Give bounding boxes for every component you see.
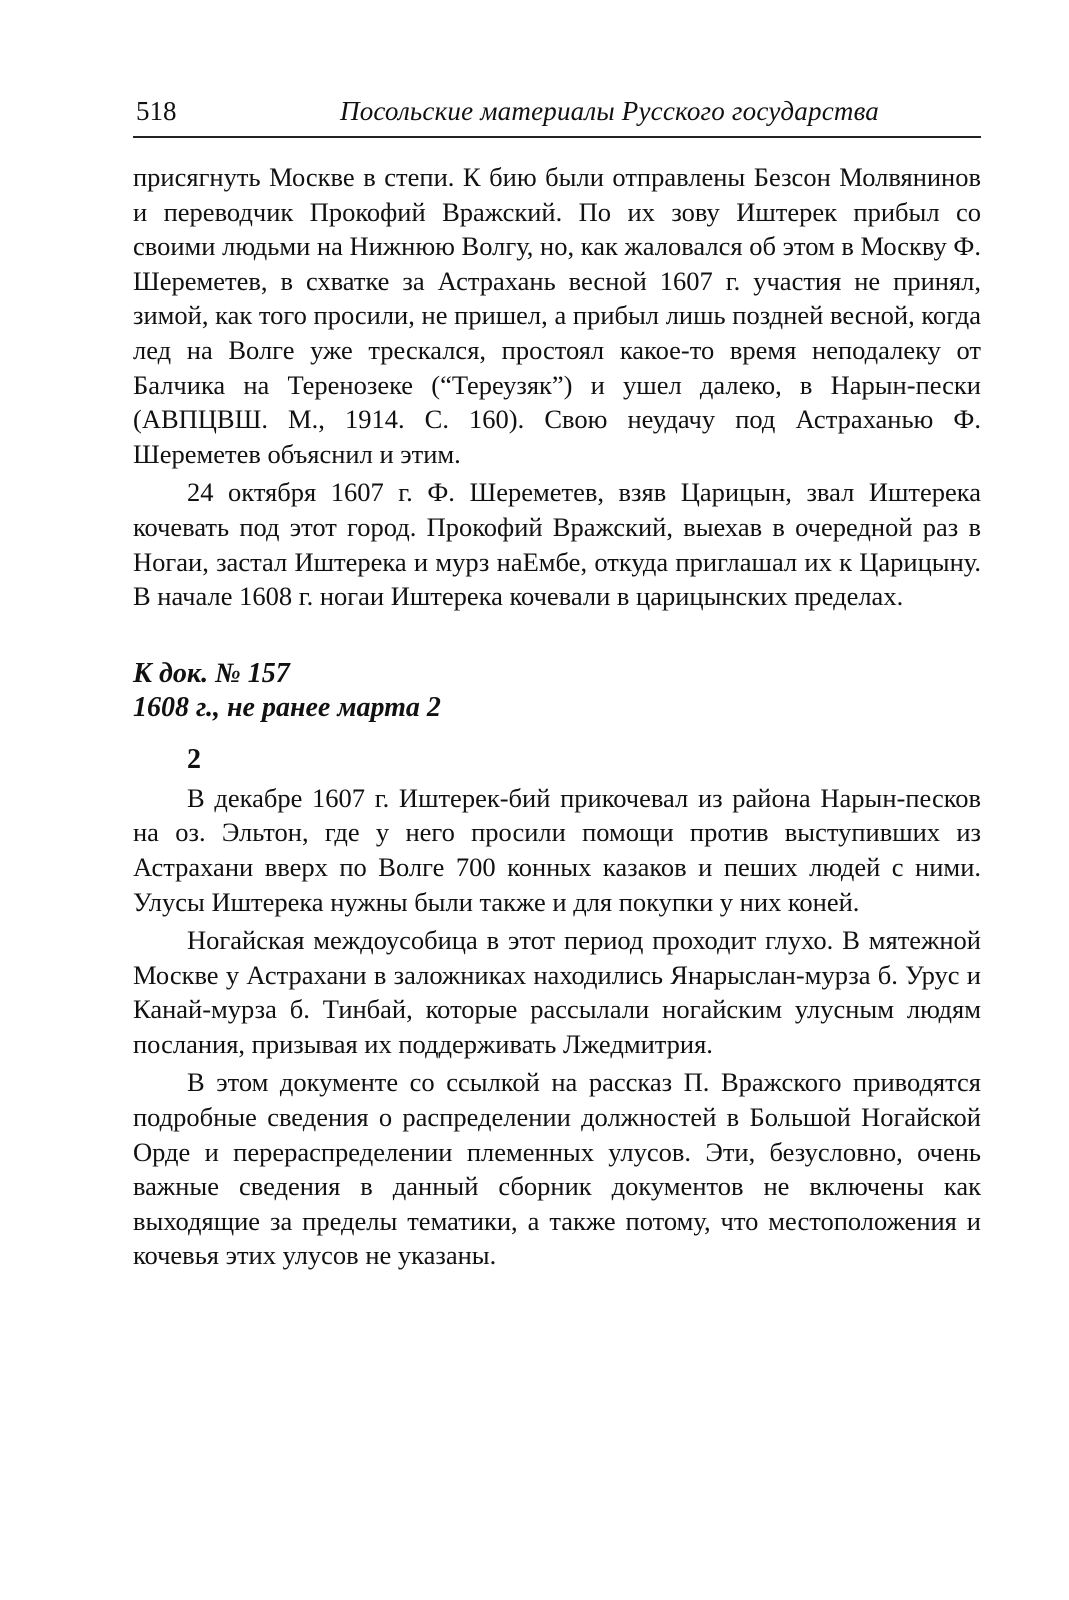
paragraph: 24 октября 1607 г. Ф. Шереметев, взяв Царицын, звал Иштерека кочевать под этот город. Прокофий Вражский, выехав в очередной раз в Ногаи, застал Иштерека и мурз наЕмбе, откуда приглашал их к Царицыну. В начале 1608 г. ногаи Иштерека кочевали в царицынских пределах.: [133, 477, 981, 612]
note-text: [133, 781, 981, 1273]
running-head: [133, 90, 981, 138]
section-heading: [133, 657, 981, 725]
paragraph: Ногайская междоусобица в этот период проходит глухо. В мятежной Москве у Астрахани в заложниках находились Янарыслан-мурза б. Урус и Канай-мурза б. Тинбай, которые рассылали ногайским улусным людям послания, призывая их поддерживать Лжедмитрия.: [133, 925, 981, 1059]
paragraph: В декабре 1607 г. Иштерек-бий прикочевал из района Нарын-песков на оз. Эльтон, где у него просили помощи против выступивших из Астрахани вверх по Волге 700 конных казаков и пеших людей с ними. Улусы Иштерека нужны были также и для покупки у них коней.: [133, 782, 981, 917]
paragraph: В этом документе со ссылкой на рассказ П. Вражского приводятся подробные сведения о распределении должностей в Большой Ногайской Орде и перераспределении племенных улусов. Эти, безусловно, очень важные сведения в данный сборник документов не включены как выходящие за пределы тематики, а также потому, что местоположения и кочевья этих улусов не указаны.: [133, 1067, 981, 1271]
note-number: 2: [187, 743, 201, 775]
paragraph-continued: присягнуть Москве в степи. К бию были отправлены Безсон Молвянинов и переводчик Прокофий Вражский. По их зову Иштерек прибыл со своими людьми на Нижнюю Волгу, но, как жаловался об этом в Москву Ф. Шереметев, в схватке за Астрахань весной 1607 г. участия не принял, зимой, как того просили, не пришел, а прибыл лишь поздней весной, когда лед на Волге уже трескался, простоял какое-то время неподалеку от Балчика на Теренозеке (“Тереузяк”) и ушел далеко, в Нарын-пески (АВПЦВШ. М., 1914. С. 160). Свою неудачу под Астраханью Ф. Шереметев объяснил и этим.: [133, 162, 981, 469]
page-number: 518: [136, 96, 177, 126]
section-heading-date: 1608 г., не ранее марта 2: [133, 691, 441, 723]
running-title: Посольские материалы Русского государства: [340, 96, 880, 126]
section-heading-document-ref: К док. № 157: [133, 657, 290, 689]
body-text: [133, 160, 981, 1273]
book-page: [133, 90, 981, 1273]
